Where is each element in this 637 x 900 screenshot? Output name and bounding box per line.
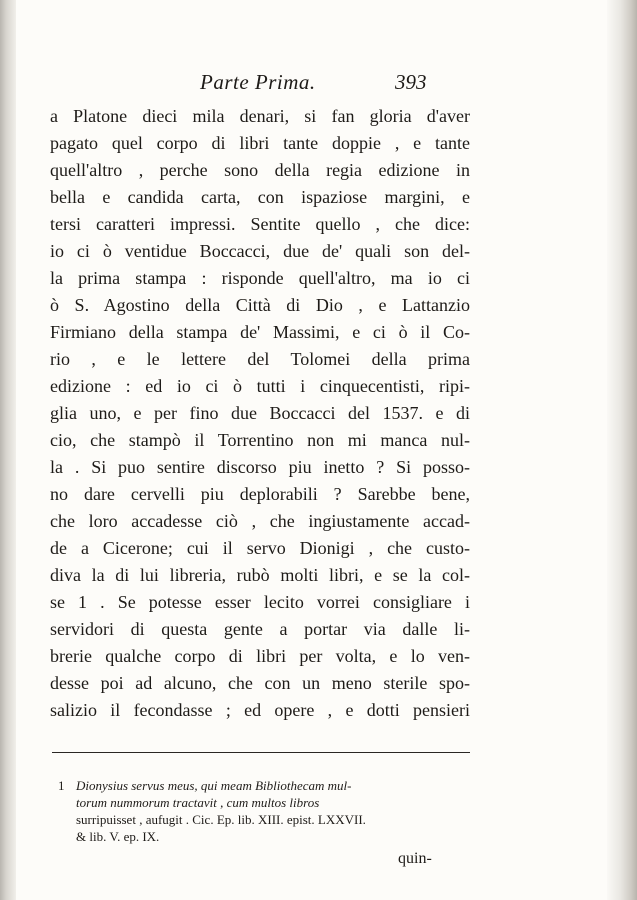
footnote-text: & lib. V. ep. IX. <box>76 829 160 844</box>
text-line: salizio il fecondasse ; ed opere , e dotti pensieri <box>50 700 470 720</box>
catchword: quin- <box>398 850 432 867</box>
text-line: Firmiano della stampa de' Massimi, e ci ò il Co- <box>50 322 470 342</box>
text-line: che loro accadesse ciò , che ingiustamente accad- <box>50 511 470 531</box>
footnote-line <box>58 811 468 828</box>
footnote-line <box>58 794 468 811</box>
footnote-rule <box>52 752 470 753</box>
text-line: no dare cervelli piu deplorabili ? Sarebbe bene, <box>50 484 470 504</box>
text-line: ò S. Agostino della Città di Dio , e Lattanzio <box>50 295 470 315</box>
page-left-edge-shadow <box>0 0 16 900</box>
footnote-text: torum nummorum tractavit , cum multos libros <box>76 795 320 810</box>
text-line: la . Si puo sentire discorso piu inetto ? Si posso- <box>50 457 470 477</box>
text-line: cio, che stampò il Torrentino non mi manca nul- <box>50 430 470 450</box>
footnote-marker: 1 <box>58 778 65 793</box>
body-text <box>50 103 470 724</box>
text-line: tersi caratteri impressi. Sentite quello , che dice: <box>50 214 470 234</box>
footnote <box>58 777 468 845</box>
text-line: servidori di questa gente a portar via dalle li- <box>50 619 470 639</box>
page-right-edge-shadow <box>607 0 637 900</box>
text-line: a Platone dieci mila denari, si fan gloria d'aver <box>50 106 470 126</box>
text-line: pagato quel corpo di libri tante doppie , e tante <box>50 133 470 153</box>
text-line: io ci ò ventidue Boccacci, due de' quali son del- <box>50 241 470 261</box>
page-number: 393 <box>395 70 427 94</box>
text-line: edizione : ed io ci ò tutti i cinquecentisti, ripi- <box>50 376 470 396</box>
footnote-text: Dionysius servus meus, qui meam Bibliothecam mul- <box>76 778 352 793</box>
text-line: desse poi ad alcuno, che con un meno sterile spo- <box>50 673 470 693</box>
text-line: se 1 . Se potesse esser lecito vorrei consigliare i <box>50 592 470 612</box>
text-line: brerie qualche corpo di libri per volta, e lo ven- <box>50 646 470 666</box>
text-line: diva la di lui libreria, rubò molti libri, e se la col- <box>50 565 470 585</box>
text-line: de a Cicerone; cui il servo Dionigi , che custo- <box>50 538 470 558</box>
footnote-line <box>58 777 468 794</box>
text-line: bella e candida carta, con ispaziose margini, e <box>50 187 470 207</box>
text-line: la prima stampa : risponde quell'altro, ma io ci <box>50 268 470 288</box>
footnote-line <box>58 828 468 845</box>
text-line: glia uno, e per fino due Boccacci del 1537. e di <box>50 403 470 423</box>
footnote-text: surripuisset , aufugit . Cic. Ep. lib. XIII. epist. LXXVII. <box>76 812 366 827</box>
running-head: Parte Prima. <box>200 70 316 94</box>
text-line: rio , e le lettere del Tolomei della prima <box>50 349 470 369</box>
text-line: quell'altro , perche sono della regia edizione in <box>50 160 470 180</box>
